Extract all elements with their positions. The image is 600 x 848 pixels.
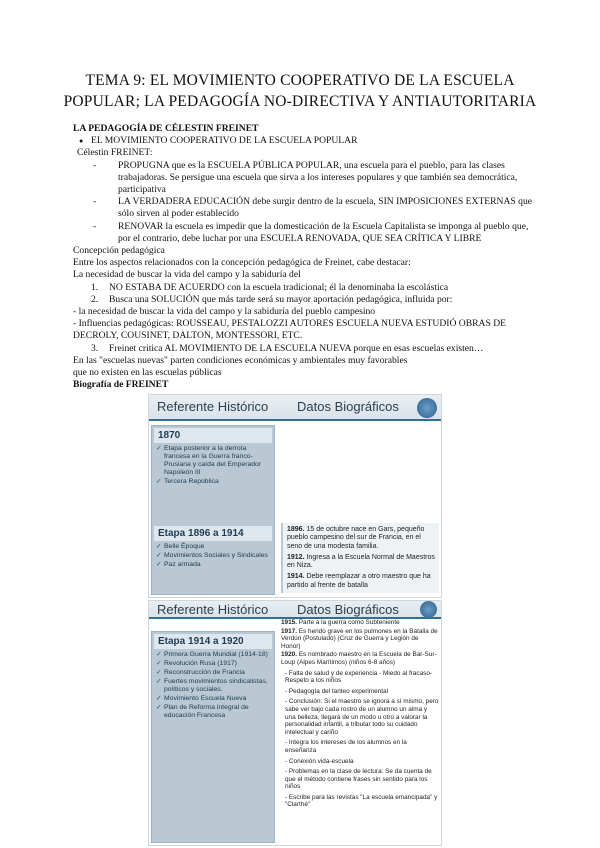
era-item: ✓ Plan de Reforma integral de educación Francesa: [156, 704, 249, 719]
biography-column: [281, 523, 439, 593]
slide-header: [149, 601, 441, 619]
dash-text: LA VERDADERA EDUCACIÓN debe surgir dentro de la escuela, SIN IMPOSICIONES EXTERNAS que sólo sirven al poder establecido: [118, 196, 533, 220]
era-item: ✓ Etapa posterior a la derrota francesa en la Guerra franco-Prusiana y caída del Emperador Napoleón III: [156, 445, 262, 476]
numbered-text: Busca una SOLUCIÓN que más tarde será su mayor aportación pedagógica, influida por:: [109, 293, 453, 305]
bio-entry: 1917. Es herido grave en los pulmones en la Batalla de Verdún (Postulado) (Cruz de Guerra y Legión de Honor): [281, 627, 438, 650]
bio-subitem: - Pedagogía del tanteo experimental: [285, 687, 389, 695]
check-icon: ✓: [156, 561, 162, 568]
era-item: ✓ Belle Époque: [156, 543, 205, 550]
dash-text: PROPUGNA que es la ESCUELA PÚBLICA POPULAR, una escuela para el pueblo, para las clases trabajadoras. Se persigue una escuela que sirva a los intereses populares y que también sea democrática, participativa: [118, 159, 518, 196]
bio-subitem: - Escribe para las revistas "La escuela emancipada" y "Clarthé": [285, 793, 438, 809]
closing-line: que no existen en las escuelas públicas: [73, 367, 222, 379]
check-icon: ✓: [156, 552, 162, 559]
check-icon: ✓: [156, 660, 162, 667]
check-icon: ✓: [156, 669, 162, 676]
concepcion-intro: Entre los aspectos relacionados con la concepción pedagógica de Freinet, cabe destacar:: [73, 257, 411, 269]
bio-subitem: - Conexión vida-escuela: [285, 757, 354, 765]
bio-subitem: - Falta de salud y de experiencia - Miedo al fracaso- Respeto a los niños: [285, 669, 433, 685]
numbered-item: 1. NO ESTABA DE ACUERDO con la escuela tradicional; él la denominaba la escolástica: [91, 281, 449, 293]
document-body: [73, 123, 533, 391]
globe-logo-icon: [420, 601, 437, 618]
era-label: Etapa 1914 a 1920: [154, 634, 272, 649]
bio-entry: 1920. Es nombrado maestro en la Escuela de Bar-Sur-Loup (Alpes Marítimos) (niños 6-8 años): [281, 651, 437, 666]
globe-logo-icon: [417, 398, 437, 418]
slide-header-right: Datos Biográficos: [297, 399, 399, 414]
slide-biography-2: [148, 600, 442, 846]
bio-entry: 1914. Debe reemplazar a otro maestro que ha partido al frente de batalla: [287, 573, 431, 589]
influence-line: - Influencias pedagógicas: ROUSSEAU, PESTALOZZI AUTORES ESCUELA NUEVA ESTUDIÓ OBRAS DE DECROLY, COUSINET, DALTON, MONTESSORI, ETC.: [73, 318, 506, 342]
check-icon: ✓: [156, 651, 162, 658]
check-icon: ✓: [156, 445, 162, 452]
title-line-1: TEMA 9: EL MOVIMIENTO COOPERATIVO DE LA ESCUELA: [85, 72, 515, 89]
closing-line: En las "escuelas nuevas" parten condiciones económicas y ambientales muy favorables: [73, 354, 408, 366]
numbered-text: Freinet critica AL MOVIMIENTO DE LA ESCUELA NUEVA porque en esas escuelas existen…: [109, 342, 484, 354]
slide-header-right: Datos Biográficos: [297, 602, 399, 617]
slide-header: [149, 395, 441, 421]
numbered-item: 3. Freinet critica AL MOVIMIENTO DE LA ESCUELA NUEVA porque en esas escuelas existen…: [91, 342, 484, 354]
influence-line: - la necesidad de buscar la vida del campo y la sabiduría del pueblo campesino: [73, 306, 376, 318]
celestin-line: Célestin FREINET:: [77, 147, 153, 159]
historical-column: [151, 631, 275, 843]
check-icon: ✓: [156, 704, 162, 711]
check-icon: ✓: [156, 478, 162, 485]
era-item: ✓ Reconstrucción de Francia: [156, 669, 245, 676]
bullet-dot-icon: ●: [79, 137, 84, 146]
bio-entry: 1896. 15 de octubre nace en Gars, pequeño pueblo campesino del sur de Francia, en el seno de una modesta familia.: [287, 526, 425, 550]
slide-header-left: Referente Histórico: [157, 602, 269, 617]
numbered-item: 2. Busca una SOLUCIÓN que más tarde será su mayor aportación pedagógica, influida por:: [91, 293, 453, 305]
era-item: ✓ Paz armada: [156, 561, 201, 568]
era-label: 1870: [154, 428, 272, 443]
era-item: ✓ Fuertes movimientos sindicalistas, políticos y sociales.: [156, 678, 268, 693]
title-line-2: POPULAR; LA PEDAGOGÍA NO-DIRECTIVA Y ANTIAUTORITARIA: [63, 93, 537, 110]
dash-item: - RENOVAR la escuela es impedir que la domesticación de la Escuela Capitalista se imponga al pueblo que, por el contrario, debe luchar por una ESCUELA RENOVADA, QUE SEA CRÍTICA Y LIBRE: [93, 220, 529, 244]
dash-item: - PROPUGNA que es la ESCUELA PÚBLICA POPULAR, una escuela para el pueblo, para las clases trabajadoras. Se persigue una escuela que sirva a los intereses populares y que también sea democrática, participativa: [93, 159, 518, 196]
dash-item: - LA VERDADERA EDUCACIÓN debe surgir dentro de la escuela, SIN IMPOSICIONES EXTERNAS que sólo sirven al poder establecido: [93, 196, 533, 220]
section-heading: LA PEDAGOGÍA DE CÉLESTIN FREINET: [73, 123, 259, 134]
dash-text: RENOVAR la escuela es impedir que la domesticación de la Escuela Capitalista se imponga al pueblo que, por el contrario, debe luchar por una ESCUELA RENOVADA, QUE SEA CRÍTICA Y LIBRE: [118, 220, 529, 244]
bio-subitem: - Integra los intereses de los alumnos en la enseñanza: [285, 739, 407, 754]
bullet-item: [73, 135, 533, 147]
numbered-text: NO ESTABA DE ACUERDO con la escuela tradicional; él la denominaba la escolástica: [109, 281, 449, 293]
check-icon: ✓: [156, 695, 162, 702]
era-label: Etapa 1896 a 1914: [154, 526, 272, 541]
biography-column: [281, 619, 439, 809]
concepcion-line: La necesidad de buscar la vida del campo y la sabiduría del: [73, 269, 301, 281]
era-item: ✓ Revolución Rusa (1917): [156, 660, 237, 667]
check-icon: ✓: [156, 543, 162, 550]
era-item: ✓ Primera Guerra Mundial (1914-18): [156, 651, 268, 658]
era-item: ✓ Movimientos Sociales y Sindicales: [156, 552, 268, 559]
era-item: ✓ Movimiento Escuela Nueva: [156, 695, 247, 702]
check-icon: ✓: [156, 678, 162, 685]
concepcion-heading: Concepción pedagógica: [73, 245, 165, 257]
bio-entry: 1912. Ingresa a la Escuela Normal de Maestros en Niza.: [287, 553, 435, 570]
slide-biography-1: [148, 394, 442, 598]
slide-header-left: Referente Histórico: [157, 399, 269, 414]
era-item: ✓ Tercera República: [156, 478, 219, 485]
document-title: [40, 70, 560, 112]
bio-subitem: - Conclusión: Si el maestro se ignora a sí mismo, pero sabe ver bajo cada rostro de un alumno un alma y una belleza, llegará de un modo u otro a valorar la personalidad infantil, a tributar todo su cuidado intelectual y cariño: [285, 698, 439, 736]
bio-entry: 1915. Parte a la guerra como Subteniente: [281, 619, 400, 626]
bullet-text: EL MOVIMIENTO COOPERATIVO DE LA ESCUELA POPULAR: [91, 135, 358, 147]
historical-column: [151, 425, 275, 595]
bio-subitem: - Problemas en la clase de lectura: Se da cuenta de que el método contiene frases sin sentido para los niños: [285, 768, 432, 791]
bio-heading: Biografía de FREINET: [73, 379, 169, 391]
